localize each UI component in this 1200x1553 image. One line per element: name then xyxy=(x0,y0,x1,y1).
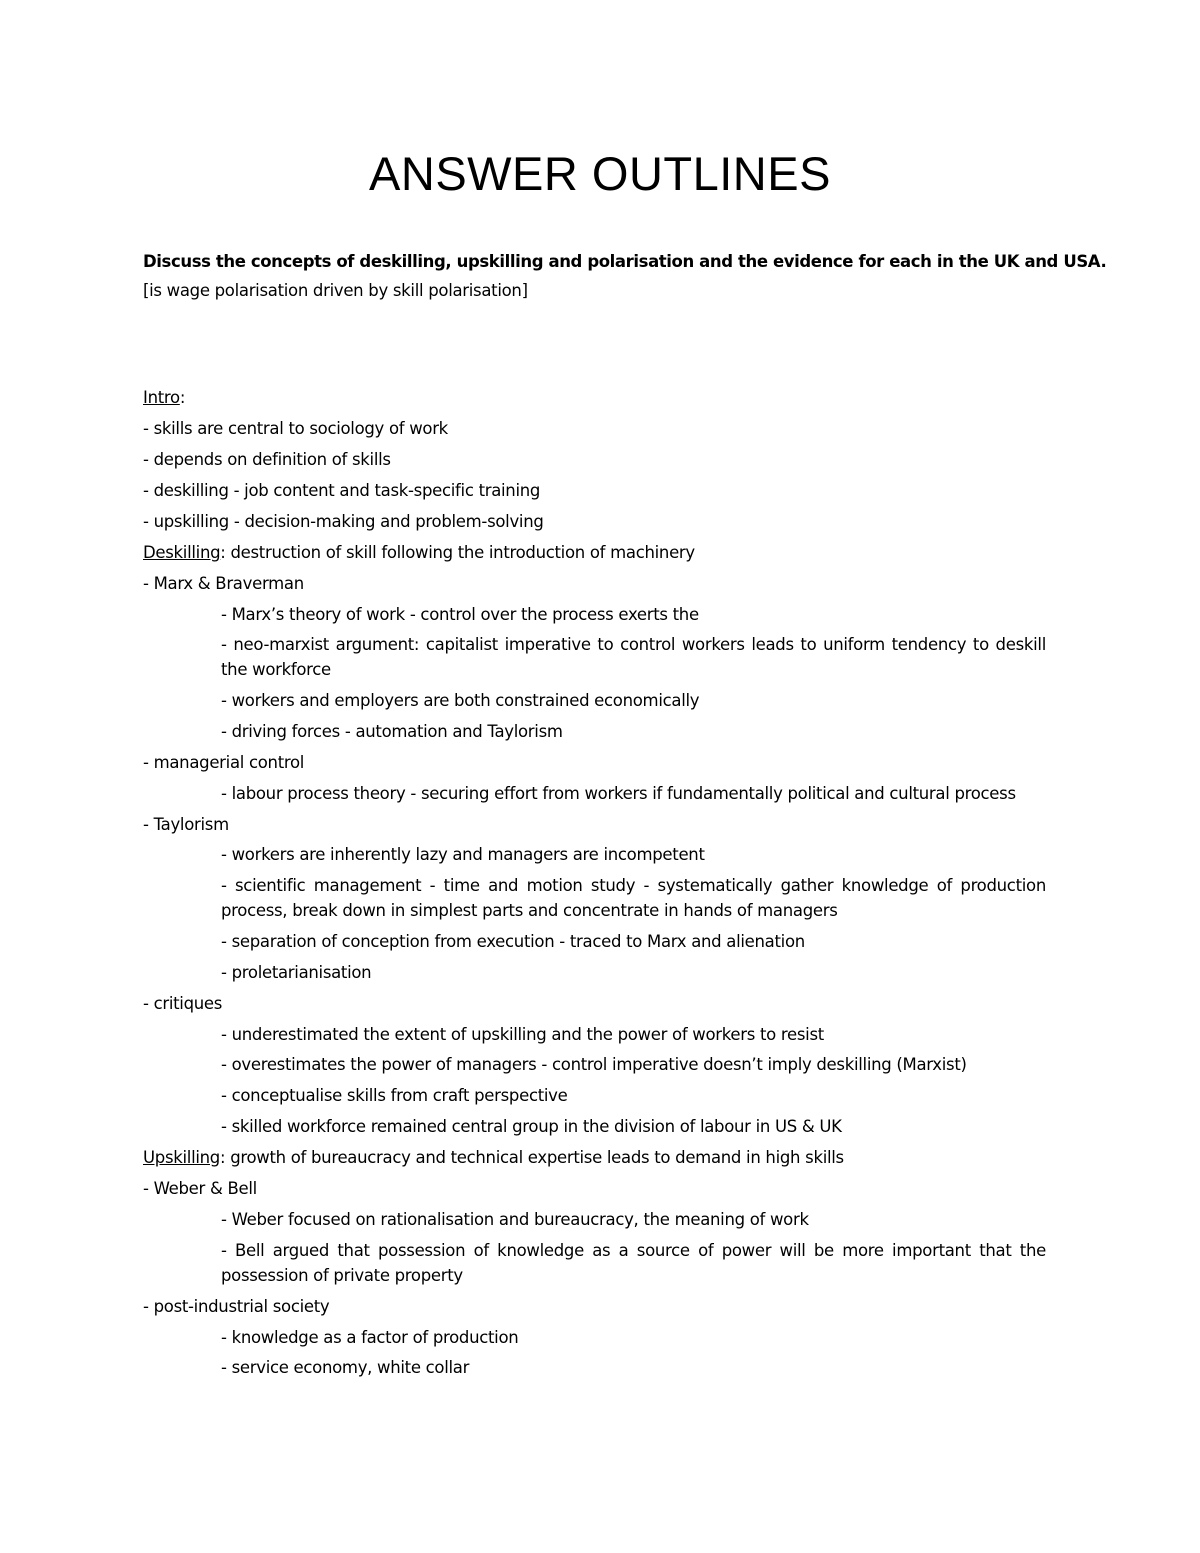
outline-subpoint: - workers are inherently lazy and managers are incompetent xyxy=(221,845,705,864)
outline-subpoint: - scientific management - time and motion study - systematically gather knowledge of production process, break down in simplest parts and concentrate in hands of managers xyxy=(221,876,1046,920)
outline-point: - critiques xyxy=(143,994,223,1013)
outline-subpoint: - Marx’s theory of work - control over the process exerts the xyxy=(221,605,699,624)
outline-point: - Taylorism xyxy=(143,815,229,834)
outline-subpoint: - neo-marxist argument: capitalist imperative to control workers leads to uniform tendency to deskill the workforce xyxy=(221,635,1046,679)
outline-subpoint: - separation of conception from execution - traced to Marx and alienation xyxy=(221,932,805,951)
intro-point: - deskilling - job content and task-specific training xyxy=(143,481,541,500)
intro-heading-line xyxy=(143,386,185,411)
outline-point: - managerial control xyxy=(143,753,305,772)
intro-heading-suffix: : xyxy=(179,388,186,407)
upskilling-heading-line xyxy=(143,1146,844,1171)
deskilling-definition: : destruction of skill following the introduction of machinery xyxy=(220,543,695,562)
outline-subpoint: - service economy, white collar xyxy=(221,1358,470,1377)
essay-question: Discuss the concepts of deskilling, upskilling and polarisation and the evidence for each in the UK and USA. xyxy=(143,252,1107,271)
essay-subquestion: [is wage polarisation driven by skill polarisation] xyxy=(143,281,528,300)
deskilling-heading-line xyxy=(143,541,695,566)
upskilling-heading: Upskilling xyxy=(143,1148,220,1167)
outline-subpoint: - proletarianisation xyxy=(221,963,372,982)
outline-subpoint: - overestimates the power of managers - control imperative doesn’t imply deskilling (Marxist) xyxy=(221,1055,967,1074)
outline-subpoint: - Weber focused on rationalisation and bureaucracy, the meaning of work xyxy=(221,1210,809,1229)
outline-subpoint: - labour process theory - securing effort from workers if fundamentally political and cultural process xyxy=(221,784,1016,803)
outline-subpoint: - Bell argued that possession of knowledge as a source of power will be more important that the possession of private property xyxy=(221,1241,1046,1285)
upskilling-definition: : growth of bureaucracy and technical expertise leads to demand in high skills xyxy=(219,1148,844,1167)
outline-subpoint: - workers and employers are both constrained economically xyxy=(221,691,700,710)
outline-point: - Weber & Bell xyxy=(143,1179,257,1198)
deskilling-heading: Deskilling xyxy=(143,543,221,562)
outline-subpoint: - skilled workforce remained central group in the division of labour in US & UK xyxy=(221,1117,842,1136)
intro-point: - depends on definition of skills xyxy=(143,450,391,469)
outline-point: - Marx & Braverman xyxy=(143,574,304,593)
page-title: ANSWER OUTLINES xyxy=(369,147,831,200)
intro-point: - skills are central to sociology of work xyxy=(143,419,448,438)
intro-heading: Intro xyxy=(143,388,180,407)
outline-subpoint: - conceptualise skills from craft perspective xyxy=(221,1086,568,1105)
outline-subpoint: - underestimated the extent of upskilling and the power of workers to resist xyxy=(221,1025,824,1044)
outline-subpoint: - driving forces - automation and Taylorism xyxy=(221,722,563,741)
outline-point: - post-industrial society xyxy=(143,1297,330,1316)
outline-subpoint: - knowledge as a factor of production xyxy=(221,1328,519,1347)
intro-point: - upskilling - decision-making and problem-solving xyxy=(143,512,544,531)
